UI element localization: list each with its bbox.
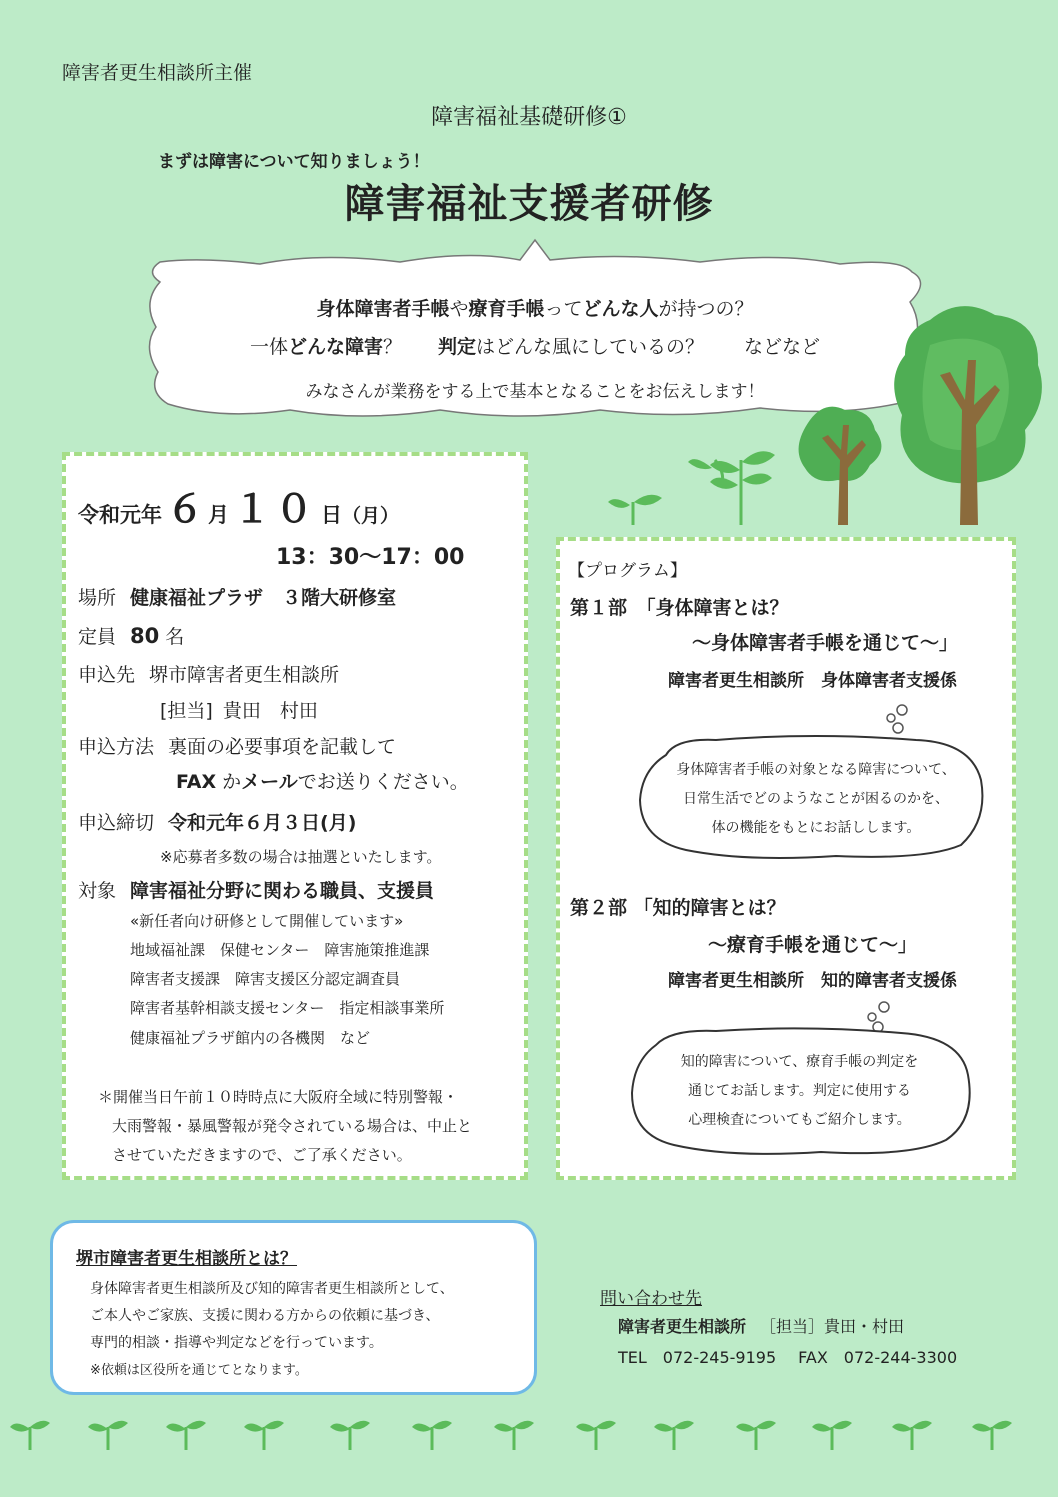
about-note: ※依頼は区役所を通じてとなります。 [90, 1363, 308, 1378]
part1-subtitle: 〜身体障害者手帳を通じて〜」 [692, 632, 959, 654]
subtitle: まずは障害について知りましょう！ [158, 152, 430, 172]
cancel-note-line: 大雨警報・暴風警報が発令されている場合は、中止と [112, 1117, 473, 1135]
contact-phone-row [618, 1345, 957, 1368]
page-title: 障害福祉支援者研修 [344, 181, 714, 227]
speech-l1-c: 療育手帳 [468, 298, 545, 320]
lottery-note: ※応募者多数の場合は抽選といたします。 [160, 848, 442, 866]
series-title: 障害福祉基礎研修① [431, 105, 627, 130]
speech-l2-b: どんな障害 [287, 336, 383, 358]
event-time: 13：30〜17：00 [276, 545, 465, 570]
speech-l1-b: や [449, 298, 469, 320]
speech-l2-d: 判定 [438, 336, 477, 358]
target-note: «新任者向け研修として開催しています» [130, 912, 404, 930]
about-heading: 堺市障害者更生相談所とは？ [76, 1249, 297, 1269]
part2-presenter: 障害者更生相談所 知的障害者支援係 [668, 971, 957, 991]
about-line: ご本人やご家族、支援に関わる方からの依頼に基づき、 [90, 1308, 440, 1324]
contact-row: [担当] 貴田 村田 [160, 700, 318, 722]
program-heading: 【プログラム】 [568, 561, 687, 581]
speech-l1-e: どんな人 [582, 298, 659, 320]
about-line: 専門的相談・指導や判定などを行っています。 [90, 1335, 383, 1351]
speech-l2-f: などなど [744, 336, 821, 358]
target-item: 健康福祉プラザ館内の各機関 など [130, 1029, 371, 1047]
target-item: 地域福祉課 保健センター 障害施策推進課 [130, 941, 430, 959]
target-item: 障害者支援課 障害支援区分認定調査員 [130, 970, 401, 988]
method-row-2: FAX かメールでお送りください。 [176, 771, 469, 793]
speech-l2-e: はどんな風にしているの？ [476, 336, 705, 358]
part1-bubble-text: 身体障害者手帳の対象となる障害について、 日常生活でどのようなことが困るのかを、 体の機能をもとにお話しします。 [676, 762, 956, 836]
speech-l1-a: 身体障害者手帳 [316, 298, 450, 320]
deadline-row: 申込締切 令和元年６月３日(月) [78, 812, 357, 834]
contact-tel: TEL 072-245-9195 [618, 1348, 777, 1367]
capacity-row: 定員 80 名 [78, 624, 185, 648]
event-date: 令和元年 ６ 月 １０ 日（月） [78, 487, 400, 531]
part2-bubble-text: 知的障害について、療育手帳の判定を 通じてお話します。判定に使用する 心理検査についてもご紹介します。 [680, 1054, 919, 1128]
about-line: 身体障害者更生相談所及び知的障害者更生相談所として、 [90, 1281, 454, 1297]
speech-l2-a: 一体 [249, 336, 288, 358]
speech-l1-f: が持つの？ [658, 298, 754, 320]
part2-subtitle: 〜療育手帳を通じて〜」 [708, 934, 918, 956]
target-item: 障害者基幹相談支援センター 指定相談事業所 [130, 999, 445, 1017]
trees-illustration [600, 290, 1058, 540]
part1-title: 第１部 「身体障害とは？ [570, 597, 789, 619]
sprout-border [0, 1415, 1058, 1465]
cancel-note-line: させていただきますので、ご了承ください。 [112, 1146, 412, 1164]
speech-l1-d: って [544, 298, 583, 320]
speech-l2-c: ？ [382, 336, 402, 358]
part2-title: 第２部 「知的障害とは？ [570, 897, 786, 919]
contact-fax: FAX 072-244-3300 [798, 1348, 958, 1367]
venue-row: 場所 健康福祉プラザ ３階大研修室 [78, 587, 397, 609]
contact-org-row: 障害者更生相談所 ［担当］貴田・村田 [618, 1317, 905, 1336]
cancel-note-line: ＊開催当日午前１０時時点に大阪府全域に特別警報・ [98, 1088, 459, 1106]
part1-presenter: 障害者更生相談所 身体障害者支援係 [668, 671, 957, 691]
target-row: 対象 障害福祉分野に関わる職員、支援員 [78, 880, 435, 902]
method-row: 申込方法 裏面の必要事項を記載して [78, 736, 397, 758]
speech-l3: みなさんが業務をする上で基本となることをお伝えします！ [305, 382, 765, 402]
contact-heading: 問い合わせ先 [600, 1289, 702, 1309]
apply-to-row: 申込先 堺市障害者更生相談所 [78, 664, 340, 686]
organizer-label: 障害者更生相談所主催 [62, 62, 253, 84]
